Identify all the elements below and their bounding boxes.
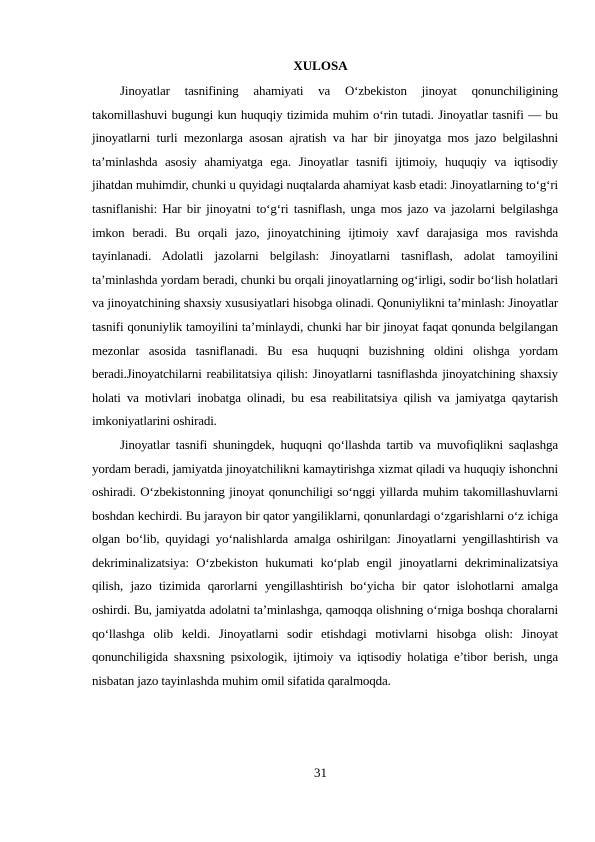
document-title: XULOSA (293, 58, 348, 73)
paragraph-2: Jinoyatlar tasnifi shuningdek, huquqni qo‘llashda tartib va muvofiqlikni saqlashga yordam beradi, jamiyatda jinoyatchilikni kamaytirishga xizmat qiladi va huquqiy ishonchni oshiradi. O‘zbekistonning jinoyat qonunchiligi so‘nggi yillarda muhim takomillashuvlarni boshdan kechirdi. Bu jarayon bir qator yangiliklarni, qonunlardagi o‘zgarishlarni o‘z ichiga olgan bo‘lib, quyidagi yo‘nalishlarda amalga oshirilgan: Jinoyatlarni yengillashtirish va dekriminalizatsiya: O‘zbekiston hukumati ko‘plab engil jinoyatlarni dekriminalizatsiya qilish, jazo tizimida qarorlarni yengillashtirish bo‘yicha bir qator islohotlarni amalga oshirdi. Bu, jamiyatda adolatni ta’minlashga, qamoqqa olishning o‘rniga boshqa choralarni qo‘llashga olib keldi. Jinoyatlarni sodir etishdagi motivlarni hisobga olish: Jinoyat qonunchiligida shaxsning psixologik, ijtimoiy va iqtisodiy holatiga e’tibor berish, unga nisbatan jazo tayinlashda muhim omil sifatida qaralmoqda. (92, 436, 558, 688)
paragraph-1: Jinoyatlar tasnifining ahamiyati va O‘zbekiston jinoyat qonunchiligining takomillashuvi bugungi kun huquqiy tizimida muhim o‘rin tutadi. Jinoyatlar tasnifi — bu jinoyatlarni turli mezonlarga asosan ajratish va har bir jinoyatga mos jazo belgilashni ta’minlashda asosiy ahamiyatga ega. Jinoyatlar tasnifi ijtimoiy, huquqiy va iqtisodiy jihatdan muhimdir, chunki u quyidagi nuqtalarda ahamiyat kasb etadi: Jinoyatlarning to‘g‘ri tasniflanishi: Har bir jinoyatni to‘g‘ri tasniflash, unga mos jazo va jazolarni belgilashga imkon beradi. Bu orqali jazo, jinoyatchining ijtimoiy xavf darajasiga mos ravishda tayinlanadi. Adolatli jazolarni belgilash: Jinoyatlarni tasniflash, adolat tamoyilini ta’minlashda yordam beradi, chunki bu orqali jinoyatlarning og‘irligi, sodir bo‘lish holatlari va jinoyatchining shaxsiy xususiyatlari hisobga olinadi. Qonuniylikni ta’minlash: Jinoyatlar tasnifi qonuniylik tamoyilini ta’minlaydi, chunki har bir jinoyat faqat qonunda belgilangan mezonlar asosida tasniflanadi. Bu esa huquqni buzishning oldini olishga yordam beradi.Jinoyatchilarni reabilitatsiya qilish: Jinoyatlarni tasniflashda jinoyatchining shaxsiy holati va motivlari inobatga olinadi, bu esa reabilitatsiya qilish va jamiyatga qaytarish imkoniyatlarini oshiradi. (92, 83, 558, 429)
document-body (92, 79, 558, 692)
page-number: 31 (314, 765, 327, 780)
